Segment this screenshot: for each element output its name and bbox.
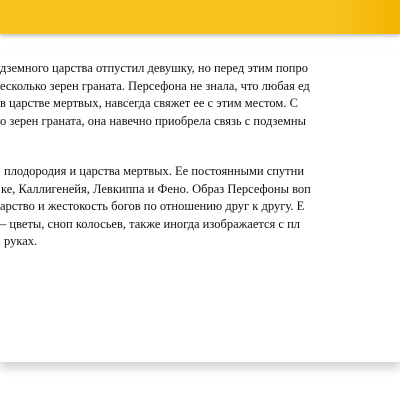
paragraph-2-line-4: – цветы, сноп колосьев, также иногда изображается с пл <box>0 216 301 231</box>
paragraph-1-line-2: есколько зерен граната. Персефона не знала, что любая ед <box>0 78 310 93</box>
paragraph-2-line-1: плодородия и царства мертвых. Ее постоянными спутни <box>4 164 305 178</box>
paragraph-1-line-3: в царстве мертвых, навсегда свяжет ее с этим местом. С <box>0 96 298 111</box>
paragraph-1-line-4: о зерен граната, она навечно приобрела связь с подземны <box>0 113 306 128</box>
paragraph-2-line-5: руках. <box>4 234 38 249</box>
paragraph-2-line-2: ке, Каллигенейя, Левкиппа и Фено. Образ Персефоны воп <box>1 181 311 196</box>
paragraph-1 <box>0 60 400 130</box>
paragraph-2 <box>0 163 400 251</box>
paragraph-1-line-1: дземного царства отпустил девушку, но перед этим попро <box>0 61 309 75</box>
paragraph-2-line-3: арство и жестокость богов по отношению друг к другу. Е <box>0 199 305 214</box>
header-band <box>0 0 400 34</box>
